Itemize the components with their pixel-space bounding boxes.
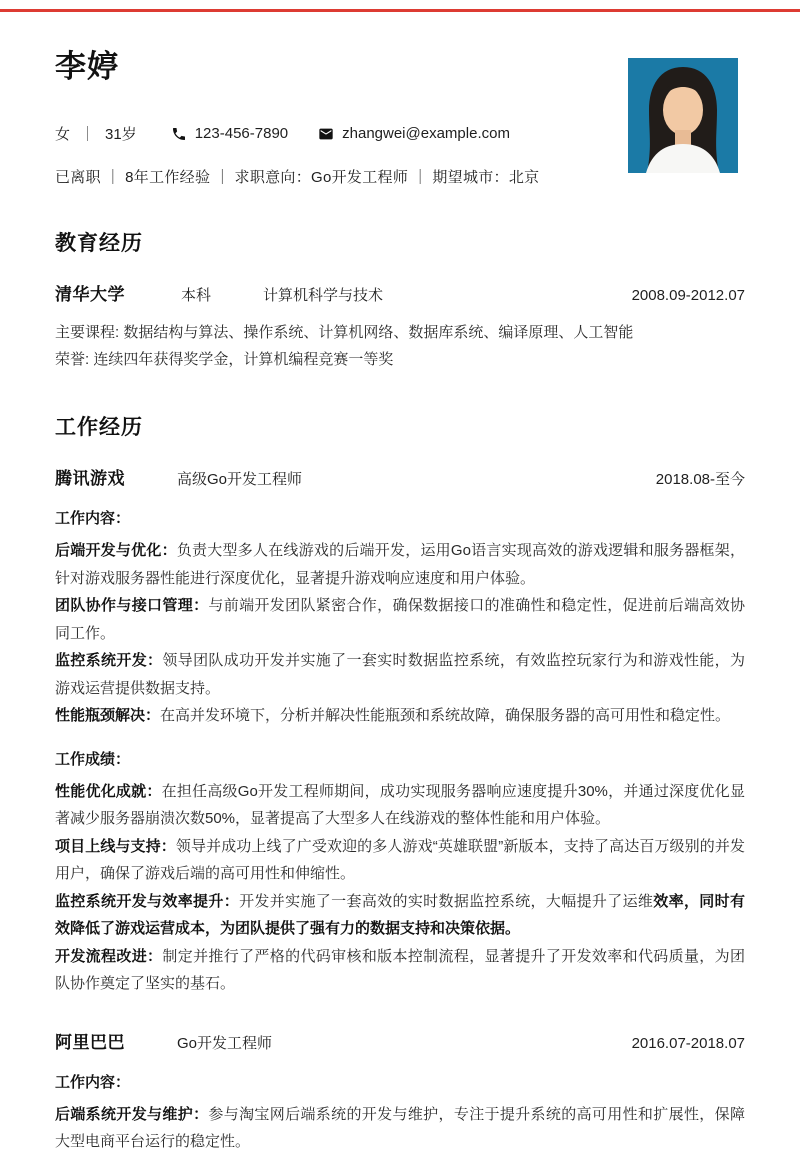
work-content-list [55, 1101, 745, 1156]
candidate-name: 李婷 [55, 49, 119, 84]
phone-icon [171, 126, 187, 142]
work-achievement-list [55, 778, 745, 998]
contact-info-row [55, 123, 745, 144]
education-honors: 荣誉: 连续四年获得奖学金，计算机编程竞赛一等奖 [55, 351, 394, 369]
work-item: 监控系统开发：领导团队成功开发并实施了一套实时数据监控系统，有效监控玩家行为和游戏性能，为游戏运营提供数据支持。 [55, 652, 745, 697]
work-item: 项目上线与支持：领导并成功上线了广受欢迎的多人游戏“英雄联盟”新版本，支持了高达百万级别的并发用户，确保了游戏后端的高可用性和伸缩性。 [55, 837, 745, 883]
degree-label: 本科 [181, 287, 212, 305]
work-period: 2016.07-2018.07 [631, 1034, 745, 1052]
school-name: 清华大学 [55, 285, 125, 305]
education-section-heading: 教育经历 [55, 232, 143, 256]
work-item: 性能优化成就：在担任高级Go开发工程师期间，成功实现服务器响应速度提升30%，并通过深度优化显著减少服务器崩溃次数50%，显著提高了大型多人在线游戏的整体性能和用户体验。 [55, 782, 745, 828]
work-content-label: 工作内容： [55, 510, 131, 528]
company-name: 阿里巴巴 [55, 1032, 125, 1052]
age-label: 31岁 [105, 126, 137, 144]
email-address: zhangwei@example.com [342, 125, 510, 143]
job-title: Go开发工程师 [177, 1034, 273, 1052]
separator: ｜ [80, 126, 96, 144]
work-item: 团队协作与接口管理：与前端开发团队紧密合作，确保数据接口的准确性和稳定性，促进前后端高效协同工作。 [55, 597, 745, 642]
job-intention-row: 已离职 ｜ 8年工作经验 ｜ 求职意向：Go开发工程师 ｜ 期望城市：北京 [55, 169, 540, 187]
education-period: 2008.09-2012.07 [631, 287, 745, 305]
gender-label: 女 [55, 126, 71, 144]
job-title: 高级Go开发工程师 [177, 471, 303, 489]
work-item: 开发流程改进：制定并推行了严格的代码审核和版本控制流程，显著提升了开发效率和代码质量，为团队协作奠定了坚实的基石。 [55, 947, 745, 993]
work-item: 后端开发与优化：负责大型多人在线游戏的后端开发，运用Go语言实现高效的游戏逻辑和服务器框架，针对游戏服务器性能进行深度优化，显著提升游戏响应速度和用户体验。 [55, 542, 745, 587]
mail-icon [318, 126, 334, 142]
work-entry-row [55, 1028, 745, 1053]
work-entry-row [55, 464, 745, 489]
work-achievement-label: 工作成绩： [55, 750, 131, 768]
work-item: 性能瓶颈解决：在高并发环境下，分析并解决性能瓶颈和系统故障，确保服务器的高可用性和稳定性。 [55, 707, 731, 725]
work-item: 监控系统开发与效率提升：开发并实施了一套高效的实时数据监控系统，大幅提升了运维效率，同时有效降低了游戏运营成本，为团队提供了强有力的数据支持和决策依据。 [55, 892, 745, 938]
work-content-label: 工作内容： [55, 1073, 131, 1091]
work-item: 后端系统开发与维护：参与淘宝网后端系统的开发与维护，专注于提升系统的高可用性和扩展性，保障大型电商平台运行的稳定性。 [55, 1105, 745, 1151]
work-period: 2018.08-至今 [655, 471, 745, 489]
phone-number: 123-456-7890 [194, 125, 289, 143]
work-section-heading: 工作经历 [55, 416, 143, 440]
phone-group [171, 125, 288, 142]
work-content-list [55, 537, 745, 730]
major-label: 计算机科学与技术 [263, 287, 384, 305]
education-details [55, 319, 745, 373]
education-entry-row [55, 280, 745, 305]
company-name: 腾讯游戏 [55, 469, 125, 489]
education-courses: 主要课程: 数据结构与算法、操作系统、计算机网络、数据库系统、编译原理、人工智能 [55, 324, 634, 342]
email-group [318, 125, 510, 142]
